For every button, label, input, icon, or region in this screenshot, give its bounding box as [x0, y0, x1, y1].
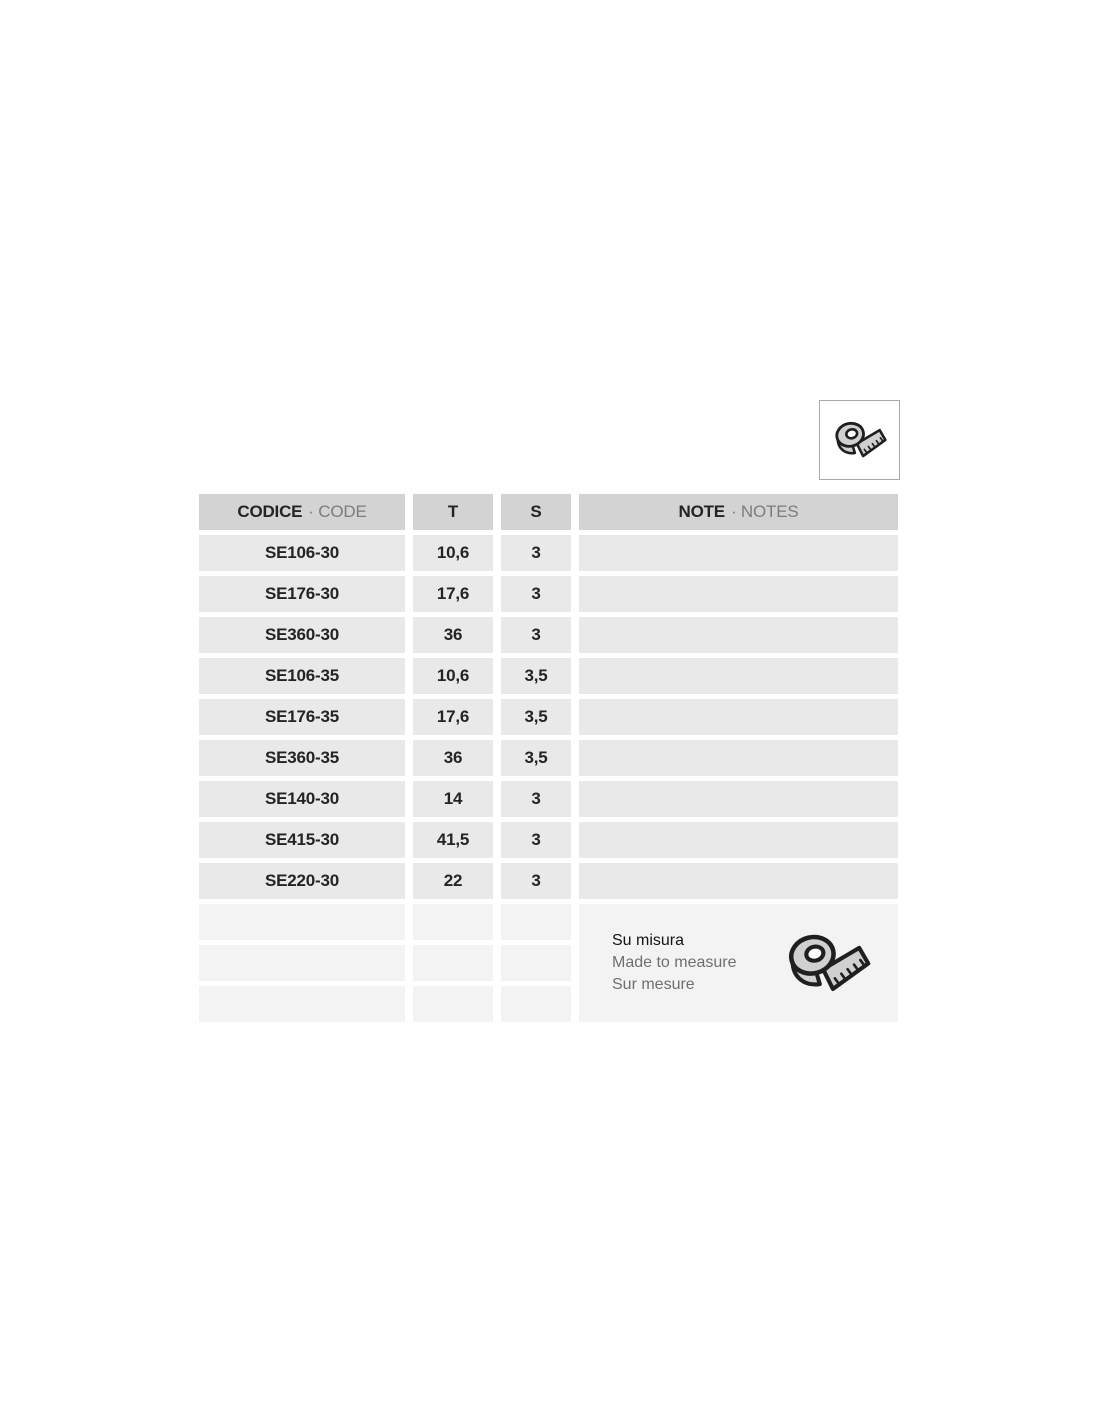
- row-t: 10,6: [413, 535, 493, 571]
- header-codice-secondary: · CODE: [308, 502, 367, 521]
- header-cell-codice: [199, 494, 405, 530]
- row-s: 3: [501, 822, 571, 858]
- empty-row-code: [199, 945, 405, 981]
- row-code: SE106-35: [199, 658, 405, 694]
- empty-row-s: [501, 986, 571, 1022]
- header-note-primary: NOTE: [678, 502, 725, 521]
- row-s: 3: [501, 863, 571, 899]
- row-s: 3: [501, 535, 571, 571]
- made-to-measure-text: [612, 930, 737, 996]
- header-cell-note: [579, 494, 898, 530]
- row-t: 17,6: [413, 699, 493, 735]
- row-t: 22: [413, 863, 493, 899]
- size-table: [199, 494, 898, 1022]
- row-s: 3: [501, 617, 571, 653]
- made-to-measure-line-it: Su misura: [612, 932, 685, 949]
- row-code: SE360-30: [199, 617, 405, 653]
- row-s: 3,5: [501, 658, 571, 694]
- row-code: SE220-30: [199, 863, 405, 899]
- row-code: SE176-30: [199, 576, 405, 612]
- row-t: 10,6: [413, 658, 493, 694]
- row-s: 3: [501, 576, 571, 612]
- row-t: 36: [413, 740, 493, 776]
- tape-measure-icon: [831, 415, 889, 465]
- row-code: SE360-35: [199, 740, 405, 776]
- empty-row-s: [501, 904, 571, 940]
- row-code: SE415-30: [199, 822, 405, 858]
- row-code: SE140-30: [199, 781, 405, 817]
- row-s: 3,5: [501, 699, 571, 735]
- row-t: 41,5: [413, 822, 493, 858]
- header-cell-s: S: [501, 494, 571, 530]
- row-t: 36: [413, 617, 493, 653]
- row-s: 3,5: [501, 740, 571, 776]
- made-to-measure-cell: [579, 904, 898, 1022]
- empty-row-t: [413, 986, 493, 1022]
- header-cell-t: T: [413, 494, 493, 530]
- header-note-secondary: · NOTES: [730, 502, 799, 521]
- empty-row-code: [199, 986, 405, 1022]
- empty-row-code: [199, 904, 405, 940]
- row-note: [579, 535, 898, 571]
- empty-row-s: [501, 945, 571, 981]
- row-note: [579, 576, 898, 612]
- tape-measure-box: [819, 400, 900, 480]
- row-note: [579, 658, 898, 694]
- row-t: 17,6: [413, 576, 493, 612]
- row-note: [579, 699, 898, 735]
- empty-row-t: [413, 904, 493, 940]
- row-code: SE176-35: [199, 699, 405, 735]
- row-note: [579, 781, 898, 817]
- row-note: [579, 617, 898, 653]
- row-note: [579, 822, 898, 858]
- header-codice-primary: CODICE: [237, 502, 303, 521]
- row-note: [579, 863, 898, 899]
- made-to-measure-line-fr: Sur mesure: [612, 976, 695, 993]
- row-t: 14: [413, 781, 493, 817]
- row-code: SE106-30: [199, 535, 405, 571]
- tape-measure-icon: [782, 924, 874, 1003]
- row-s: 3: [501, 781, 571, 817]
- made-to-measure-line-en: Made to measure: [612, 954, 737, 971]
- empty-row-t: [413, 945, 493, 981]
- row-note: [579, 740, 898, 776]
